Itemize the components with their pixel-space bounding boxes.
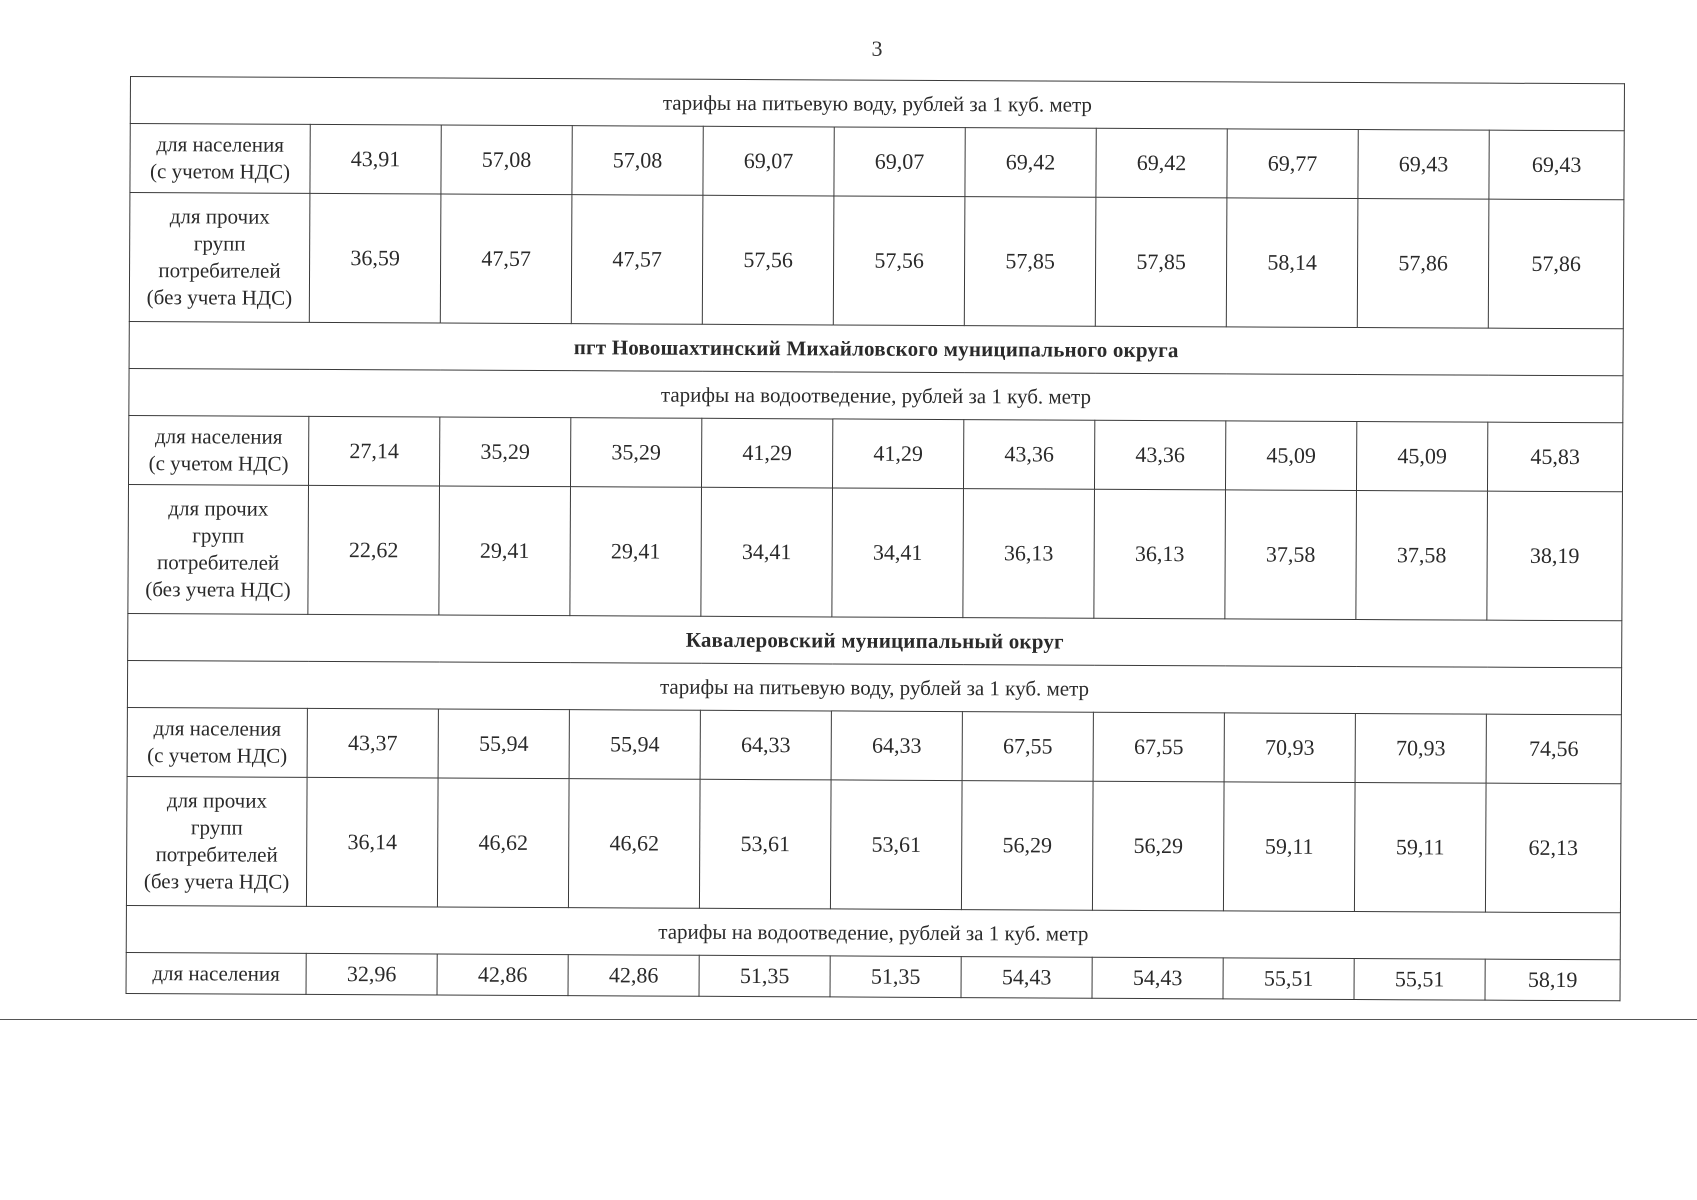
consumer-group-label: для прочих групп потребителей (без учета НДС) [129, 193, 310, 323]
tariff-value-cell: 34,41 [832, 488, 964, 618]
table-row [126, 952, 1620, 1000]
table-row [129, 193, 1624, 329]
page-number: 3 [871, 36, 883, 61]
tariff-value-cell: 51,35 [830, 956, 961, 998]
tariff-value-cell: 41,29 [701, 418, 832, 488]
group-header-row [129, 321, 1623, 375]
table-row [129, 415, 1623, 491]
tariff-value-cell: 32,96 [306, 953, 437, 995]
tariff-value-cell: 45,09 [1356, 421, 1487, 491]
tariff-value-cell: 64,33 [831, 711, 962, 781]
section-header-row [130, 77, 1624, 131]
tariff-value-cell: 29,41 [570, 487, 702, 617]
section-header-row [129, 368, 1623, 422]
tariff-value-cell: 35,29 [570, 418, 701, 488]
tariff-value-cell: 43,36 [1094, 420, 1225, 490]
tariff-value-cell: 47,57 [571, 195, 703, 325]
tariff-value-cell: 29,41 [439, 486, 571, 616]
tariff-value-cell: 43,37 [307, 708, 438, 778]
tariff-value-cell: 57,86 [1488, 199, 1624, 329]
tariff-value-cell: 34,41 [701, 487, 833, 617]
tariff-value-cell: 57,85 [1095, 197, 1227, 327]
tariff-value-cell: 56,29 [1092, 781, 1224, 911]
tariff-value-cell: 57,08 [441, 125, 572, 195]
tariff-value-cell: 54,43 [961, 957, 1092, 999]
tariff-value-cell: 27,14 [309, 416, 440, 486]
tariff-value-cell: 67,55 [962, 712, 1093, 782]
consumer-group-label: для прочих групп потребителей (без учета НДС) [126, 776, 307, 906]
tariff-value-cell: 69,42 [1096, 128, 1227, 198]
tariff-value-cell: 45,09 [1225, 421, 1356, 491]
tariff-value-cell: 57,56 [833, 196, 965, 326]
tariff-value-cell: 46,62 [568, 779, 700, 909]
tariff-table [126, 76, 1626, 1001]
tariff-value-cell: 42,86 [437, 954, 568, 996]
tariff-value-cell: 58,19 [1485, 959, 1620, 1001]
tariff-value-cell: 35,29 [439, 417, 570, 487]
tariff-value-cell: 57,85 [964, 197, 1096, 327]
table-row [127, 707, 1621, 783]
tariff-value-cell: 54,43 [1092, 957, 1223, 999]
group-title: Кавалеровский муниципальный округ [128, 613, 1622, 667]
tariff-value-cell: 69,77 [1227, 129, 1358, 199]
table-row [126, 776, 1621, 912]
tariff-value-cell: 55,94 [438, 709, 569, 779]
tariff-value-cell: 57,86 [1357, 199, 1489, 329]
tariff-value-cell: 55,51 [1223, 958, 1354, 1000]
consumer-group-label: для населения (с учетом НДС) [129, 415, 309, 485]
consumer-group-label: для населения [126, 952, 306, 994]
tariff-value-cell: 46,62 [437, 778, 569, 908]
tariff-value-cell: 42,86 [568, 955, 699, 997]
tariff-value-cell: 57,08 [572, 126, 703, 196]
section-header-row [127, 660, 1621, 714]
tariff-value-cell: 70,93 [1355, 713, 1486, 783]
tariff-value-cell: 69,07 [703, 126, 834, 196]
tariff-value-cell: 55,94 [569, 710, 700, 780]
tariff-value-cell: 55,51 [1354, 958, 1485, 1000]
consumer-group-label: для населения (с учетом НДС) [127, 707, 307, 777]
tariff-value-cell: 41,29 [832, 419, 963, 489]
tariff-value-cell: 45,83 [1487, 422, 1622, 492]
section-header-row [126, 905, 1620, 959]
table-row [128, 484, 1623, 620]
group-header-row [128, 613, 1622, 667]
tariff-value-cell: 56,29 [961, 781, 1093, 911]
table-row [130, 124, 1624, 200]
tariff-value-cell: 69,43 [1358, 130, 1489, 200]
tariff-value-cell: 43,91 [310, 124, 441, 194]
tariff-value-cell: 53,61 [699, 779, 831, 909]
tariff-value-cell: 59,11 [1354, 782, 1486, 912]
tariff-value-cell: 69,07 [834, 127, 965, 197]
tariff-value-cell: 64,33 [700, 710, 831, 780]
tariff-value-cell: 36,59 [309, 193, 441, 323]
tariff-value-cell: 70,93 [1224, 713, 1355, 783]
consumer-group-label: для населения (с учетом НДС) [130, 124, 310, 194]
tariff-value-cell: 53,61 [830, 780, 962, 910]
tariff-value-cell: 38,19 [1487, 491, 1623, 621]
tariff-value-cell: 47,57 [440, 194, 572, 324]
tariff-table-wrapper [126, 76, 1626, 1001]
tariff-value-cell: 37,58 [1356, 490, 1488, 620]
tariff-value-cell: 57,56 [702, 195, 834, 325]
tariff-value-cell: 22,62 [308, 485, 440, 615]
scan-edge-line [0, 1019, 1697, 1020]
tariff-value-cell: 69,43 [1489, 130, 1624, 200]
section-title: тарифы на питьевую воду, рублей за 1 куб. метр [130, 77, 1624, 131]
tariff-value-cell: 37,58 [1225, 490, 1357, 620]
section-title: тарифы на водоотведение, рублей за 1 куб. метр [129, 368, 1623, 422]
tariff-value-cell: 58,14 [1226, 198, 1358, 328]
tariff-value-cell: 51,35 [699, 955, 830, 997]
tariff-value-cell: 36,13 [963, 489, 1095, 619]
tariff-table-body [126, 77, 1625, 1001]
tariff-value-cell: 59,11 [1223, 782, 1355, 912]
tariff-value-cell: 36,13 [1094, 489, 1226, 619]
tariff-value-cell: 43,36 [963, 420, 1094, 490]
tariff-value-cell: 74,56 [1486, 714, 1621, 784]
section-title: тарифы на водоотведение, рублей за 1 куб. метр [126, 905, 1620, 959]
section-title: тарифы на питьевую воду, рублей за 1 куб. метр [127, 660, 1621, 714]
consumer-group-label: для прочих групп потребителей (без учета НДС) [128, 484, 309, 614]
group-title: пгт Новошахтинский Михайловского муниципального округа [129, 321, 1623, 375]
tariff-value-cell: 62,13 [1485, 783, 1621, 913]
tariff-value-cell: 67,55 [1093, 712, 1224, 782]
tariff-value-cell: 69,42 [965, 128, 1096, 198]
tariff-value-cell: 36,14 [306, 777, 438, 907]
